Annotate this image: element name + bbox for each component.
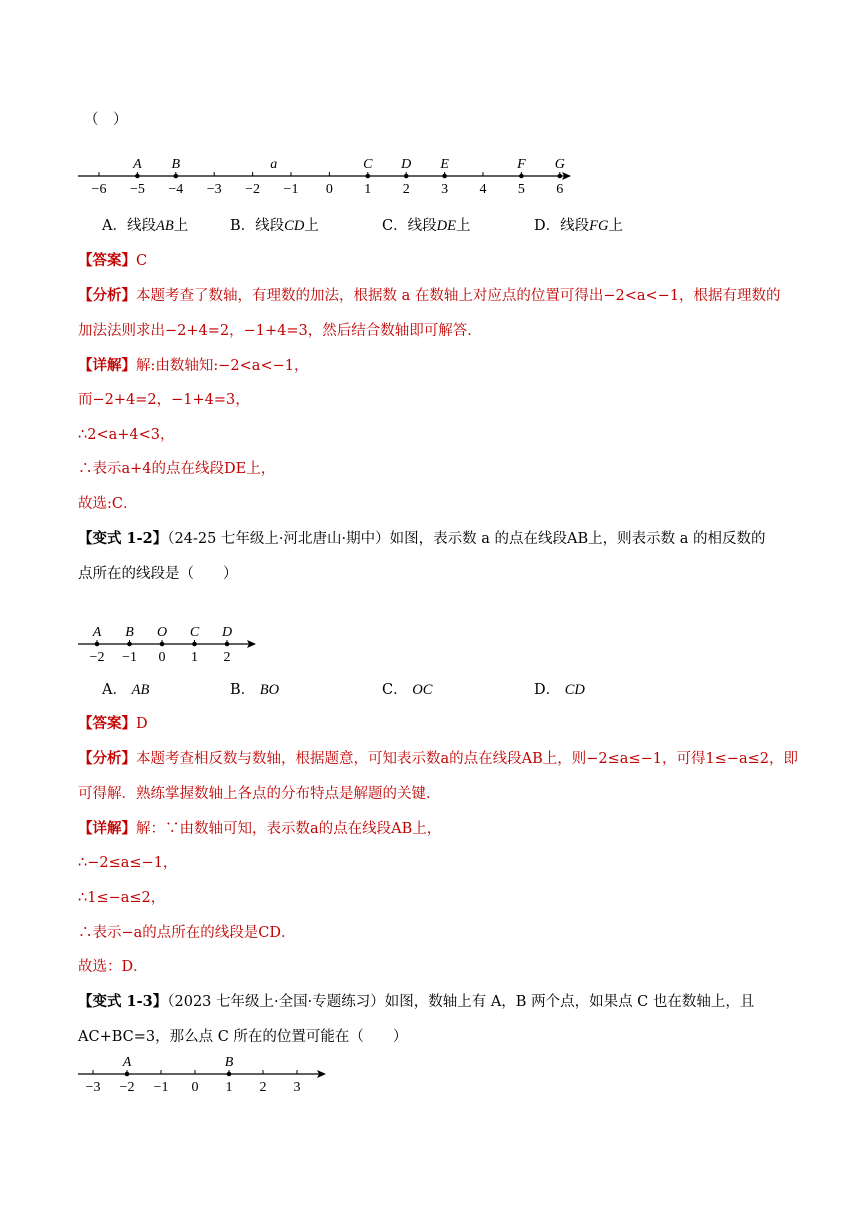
tick-label: 0 xyxy=(191,1080,199,1095)
option-b-key: B． xyxy=(230,682,256,698)
option-a-seg: AB xyxy=(131,682,150,698)
point-label: a xyxy=(270,157,278,172)
tick-label: 0 xyxy=(158,650,166,665)
point-dot xyxy=(160,642,165,647)
detail-tag: 【详解】 xyxy=(78,357,136,374)
analysis-line-1 xyxy=(78,749,798,769)
analysis-text: 本题考查相反数与数轴，根据题意，可知表示数a的点在线段AB上，则−2≤a≤−1，可得1≤−a≤2，即 xyxy=(136,751,799,767)
tick-label: 4 xyxy=(479,182,487,197)
option-c[interactable] xyxy=(382,216,470,236)
point-dot xyxy=(225,642,230,647)
analysis-line-2: 可得解．熟练掌握数轴上各点的分布特点是解题的关键． xyxy=(78,786,441,802)
point-dot xyxy=(135,174,140,179)
tick-label: −3 xyxy=(85,1080,101,1095)
point-dot xyxy=(442,174,447,179)
tick-label: −1 xyxy=(122,650,137,665)
option-c[interactable] xyxy=(382,680,432,700)
tick-label: −6 xyxy=(91,182,107,197)
option-a[interactable] xyxy=(102,216,188,236)
variant-title-text: （2023 七年级上·全国·专题练习）如图，数轴上有 A，B 两个点，如果点 C 也在数轴上，且 xyxy=(167,994,755,1010)
detail-text: 解:由数轴知:−2<a<−1， xyxy=(136,358,309,374)
point-label: A xyxy=(133,157,142,172)
detail-tag: 【详解】 xyxy=(78,820,136,837)
point-label: B xyxy=(125,625,134,640)
point-dot xyxy=(174,174,179,179)
point-label: C xyxy=(189,625,200,640)
variant-tag: 【变式 1-3】 xyxy=(78,993,168,1010)
point-dot xyxy=(95,642,100,647)
detail-line-5: 故选:C． xyxy=(78,496,138,512)
option-a-seg: AB xyxy=(155,218,174,234)
tick-label: −2 xyxy=(89,650,105,665)
detail-line-3: ∴1≤−a≤2， xyxy=(78,890,166,906)
option-c-seg: DE xyxy=(436,218,456,234)
point-label: G xyxy=(554,157,565,172)
analysis-line-2: 加法法则求出−2+4=2，−1+4=3，然后结合数轴即可解答． xyxy=(78,323,482,339)
point-label: B xyxy=(171,157,181,172)
tick-label: 0 xyxy=(325,182,333,197)
number-line-1 xyxy=(70,148,590,198)
point-label: E xyxy=(440,157,449,172)
tick-label: 2 xyxy=(223,650,231,665)
option-c-seg: OC xyxy=(412,682,433,698)
detail-line-2: ∴−2≤a≤−1， xyxy=(78,855,178,871)
answer-tag: 【答案】 xyxy=(78,715,136,732)
tick-label: 1 xyxy=(191,650,198,665)
tick-label: 5 xyxy=(517,182,525,197)
detail-line-3: ∴2<a+4<3， xyxy=(78,427,175,443)
variant-tag: 【变式 1-2】 xyxy=(78,530,168,547)
variant-1-3-title xyxy=(78,992,754,1012)
option-d-post: 上 xyxy=(608,218,623,234)
option-c-key: C． xyxy=(382,682,408,698)
point-label: D xyxy=(401,157,412,172)
option-a-post: 上 xyxy=(173,218,189,234)
answer-line-2 xyxy=(78,714,148,734)
tick-label: −1 xyxy=(153,1080,169,1095)
option-a-pre: 线段 xyxy=(126,218,156,234)
point-dot xyxy=(125,1072,130,1077)
option-b[interactable] xyxy=(230,216,319,236)
option-b-post: 上 xyxy=(304,218,319,234)
tick-label: 2 xyxy=(259,1080,267,1095)
option-b-pre: 线段 xyxy=(255,218,285,234)
number-line-3 xyxy=(70,1052,340,1098)
option-b[interactable] xyxy=(230,680,279,700)
answer-value: C xyxy=(136,253,148,269)
point-dot xyxy=(558,174,563,179)
option-a-key: A． xyxy=(102,682,127,698)
analysis-line-1 xyxy=(78,286,781,306)
point-dot xyxy=(227,1072,232,1077)
analysis-text: 本题考查了数轴，有理数的加法，根据数 a 在数轴上对应点的位置可得出−2<a<−1，根据有理数的 xyxy=(136,288,781,304)
detail-line-4: ∴表示−a的点所在的线段是CD． xyxy=(78,925,296,941)
variant-1-2-title-2: 点所在的线段是（ ） xyxy=(78,566,238,582)
option-b-key: B． xyxy=(230,218,256,234)
option-d-key: D． xyxy=(534,218,561,234)
option-d-key: D． xyxy=(534,682,561,698)
point-dot xyxy=(404,174,409,179)
point-label: F xyxy=(517,157,526,172)
variant-1-3-title-2: AC+BC=3，那么点 C 所在的位置可能在（ ） xyxy=(78,1029,408,1045)
option-c-key: C． xyxy=(382,218,408,234)
option-b-seg: CD xyxy=(284,218,305,234)
point-label: B xyxy=(224,1055,234,1070)
tick-label: −4 xyxy=(168,182,184,197)
point-dot xyxy=(519,174,524,179)
tick-label: 6 xyxy=(556,182,564,197)
tick-label: −5 xyxy=(129,182,145,197)
detail-line-2: 而−2+4=2，−1+4=3， xyxy=(78,392,250,408)
tick-label: 3 xyxy=(293,1080,301,1095)
answer-value: D xyxy=(136,716,148,732)
option-d-seg: FG xyxy=(589,218,609,234)
tick-label: 3 xyxy=(441,182,449,197)
option-d[interactable] xyxy=(534,680,585,700)
variant-1-2-title xyxy=(78,529,765,549)
option-d-pre: 线段 xyxy=(560,218,590,234)
detail-line-4: ∴表示a+4的点在线段DE上， xyxy=(78,461,276,477)
tick-label: 2 xyxy=(402,182,410,197)
point-label: D xyxy=(221,625,233,640)
option-d-seg: CD xyxy=(564,682,585,698)
detail-line-1 xyxy=(78,819,441,839)
option-b-seg: BO xyxy=(259,682,280,698)
point-label: C xyxy=(363,157,373,172)
point-dot xyxy=(366,174,371,179)
detail-line-5: 故选：D． xyxy=(78,959,148,975)
point-dot xyxy=(127,642,132,647)
tick-label: −2 xyxy=(245,182,261,197)
answer-tag: 【答案】 xyxy=(78,252,136,269)
variant-title-text: （24-25 七年级上·河北唐山·期中）如图，表示数 a 的点在线段AB上，则表示数 a 的相反数的 xyxy=(167,531,766,547)
option-d[interactable] xyxy=(534,216,623,236)
option-a[interactable] xyxy=(102,680,149,700)
point-label: A xyxy=(122,1055,132,1070)
tick-label: −3 xyxy=(206,182,222,197)
answer-line-1 xyxy=(78,251,147,271)
analysis-tag: 【分析】 xyxy=(78,750,136,767)
tick-label: 1 xyxy=(225,1080,233,1095)
tick-label: −1 xyxy=(283,182,299,197)
analysis-tag: 【分析】 xyxy=(78,287,136,304)
point-dot xyxy=(192,642,197,647)
number-line-2 xyxy=(70,622,270,670)
question-paren: （ ） xyxy=(84,112,128,128)
tick-label: 1 xyxy=(364,182,372,197)
option-c-post: 上 xyxy=(455,218,471,234)
point-label: A xyxy=(92,625,102,640)
tick-label: −2 xyxy=(119,1080,135,1095)
point-label: O xyxy=(156,625,168,640)
detail-line-1 xyxy=(78,356,308,376)
option-c-pre: 线段 xyxy=(407,218,437,234)
option-a-key: A． xyxy=(102,218,127,234)
detail-text: 解：∵由数轴可知，表示数a的点在线段AB上， xyxy=(136,821,442,837)
